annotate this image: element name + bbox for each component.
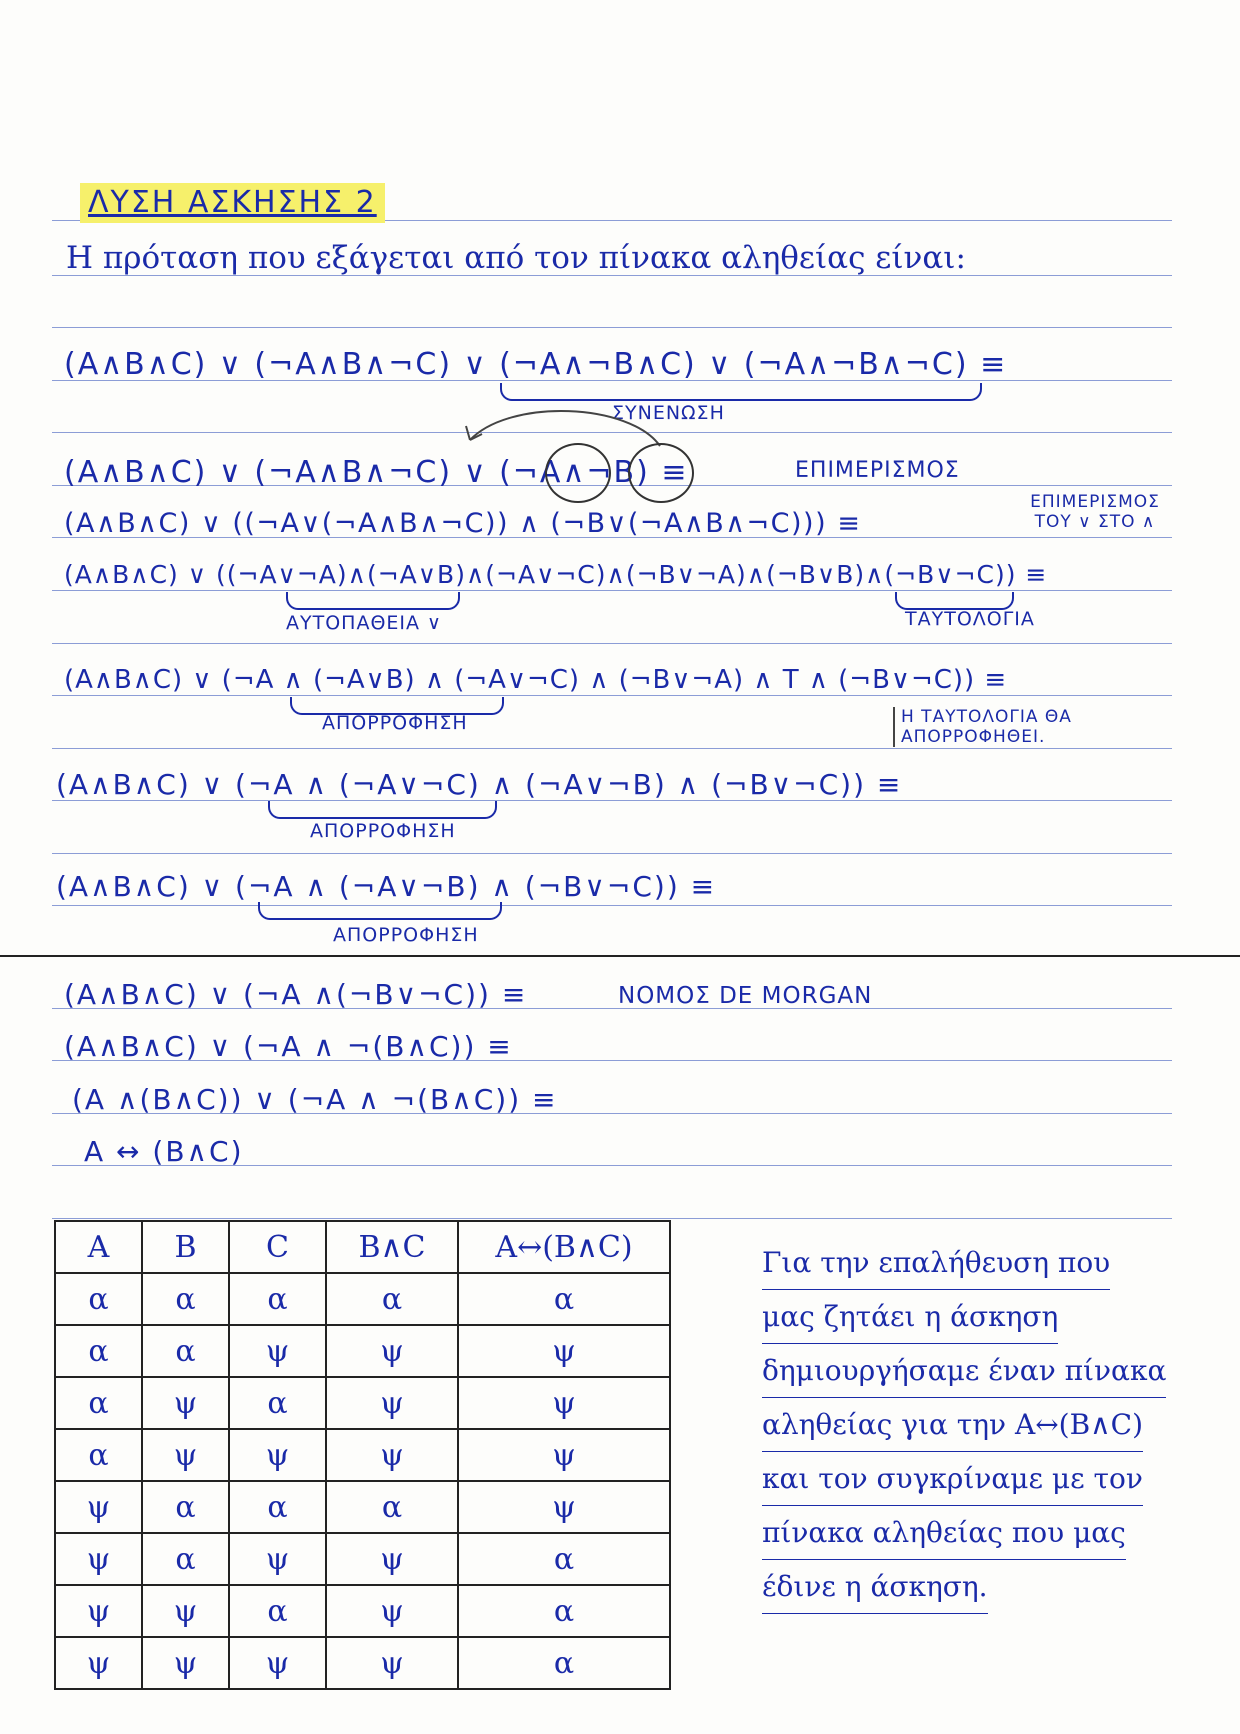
table-cell: α xyxy=(55,1325,142,1377)
table-row xyxy=(55,1637,670,1689)
table-cell: α xyxy=(229,1585,326,1637)
table-cell: α xyxy=(55,1429,142,1481)
ruled-line xyxy=(52,905,1172,906)
table-cell: ψ xyxy=(326,1429,458,1481)
note-line: έδινε η άσκηση. xyxy=(762,1560,988,1614)
step-note: ΑΠΟΡΡΟΦΗΣΗ xyxy=(310,820,456,842)
column-header: Α xyxy=(55,1221,142,1273)
step-expression: (Α∧Β∧C) ∨ (¬Α ∧ (¬Α∨¬C) ∧ (¬Α∨¬Β) ∧ (¬Β∨¬C)) ≡ xyxy=(56,768,903,801)
table-row xyxy=(55,1273,670,1325)
table-cell: α xyxy=(458,1273,670,1325)
brace xyxy=(286,592,460,610)
step-expression: (Α ∧(Β∧C)) ∨ (¬Α ∧ ¬(Β∧C)) ≡ xyxy=(72,1083,558,1116)
column-header: Β∧C xyxy=(326,1221,458,1273)
note-line: δημιουργήσαμε έναν πίνακα xyxy=(762,1344,1166,1398)
table-cell: α xyxy=(458,1533,670,1585)
table-cell: α xyxy=(326,1273,458,1325)
table-row xyxy=(55,1377,670,1429)
step-expression: (Α∧Β∧C) ∨ (¬Α ∧ (¬Α∨¬Β) ∧ (¬Β∨¬C)) ≡ xyxy=(56,870,717,903)
table-cell: ψ xyxy=(142,1585,229,1637)
table-cell: α xyxy=(55,1377,142,1429)
table-cell: ψ xyxy=(458,1429,670,1481)
step-note: ΑΥΤΟΠΑΘΕΙΑ ∨ xyxy=(286,612,442,634)
table-cell: α xyxy=(55,1273,142,1325)
note-line: Για την επαλήθευση που xyxy=(762,1236,1110,1290)
step-note: ΑΠΟΡΡΟΦΗΣΗ xyxy=(322,712,468,734)
table-cell: α xyxy=(142,1481,229,1533)
table-row xyxy=(55,1585,670,1637)
circle-mark xyxy=(545,443,611,503)
table-cell: ψ xyxy=(142,1637,229,1689)
ruled-line xyxy=(52,748,1172,749)
step-note: Η ΤΑΥΤΟΛΟΓΙΑ ΘΑ ΑΠΟΡΡΟΦΗΘΕΙ. xyxy=(893,707,1221,747)
note-line: και τον συγκρίναμε με τον xyxy=(762,1452,1143,1506)
table-cell: ψ xyxy=(326,1533,458,1585)
table-row xyxy=(55,1325,670,1377)
ruled-line xyxy=(52,1218,1172,1219)
table-cell: ψ xyxy=(229,1429,326,1481)
table-cell: ψ xyxy=(55,1481,142,1533)
step-expression: (Α∧Β∧C) ∨ (¬Α∧Β∧¬C) ∨ (¬Α∧¬Β) ≡ xyxy=(64,455,689,490)
brace xyxy=(258,902,502,920)
table-cell: ψ xyxy=(326,1637,458,1689)
step-expression: (Α∧Β∧C) ∨ (¬Α ∧ (¬Α∨Β) ∧ (¬Α∨¬C) ∧ (¬Β∨¬Α) ∧ T ∧ (¬Β∨¬C)) ≡ xyxy=(64,665,1008,695)
ruled-line xyxy=(52,853,1172,854)
table-cell: ψ xyxy=(326,1585,458,1637)
column-header: C xyxy=(229,1221,326,1273)
intro-sentence: Η πρόταση που εξάγεται από τον πίνακα αληθείας είναι: xyxy=(66,240,966,276)
column-header: Α↔(Β∧C) xyxy=(458,1221,670,1273)
step-expression: (Α∧Β∧C) ∨ ((¬Α∨(¬Α∧Β∧¬C)) ∧ (¬Β∨(¬Α∧Β∧¬C))) ≡ xyxy=(64,508,862,539)
step-expression: (Α∧Β∧C) ∨ (¬Α ∧ ¬(Β∧C)) ≡ xyxy=(64,1030,513,1063)
step-expression: (Α∧Β∧C) ∨ ((¬Α∨¬Α)∧(¬Α∨Β)∧(¬Α∨¬C)∧(¬Β∨¬Α)∧(¬Β∨Β)∧(¬Β∨¬C)) ≡ xyxy=(64,560,1048,589)
step-note: ΑΠΟΡΡΟΦΗΣΗ xyxy=(333,924,479,946)
table-cell: ψ xyxy=(458,1325,670,1377)
step-note: ΝΟΜΟΣ DE MORGAN xyxy=(618,983,873,1009)
table-row xyxy=(55,1533,670,1585)
step-note: ΣΥΝΕΝΩΣΗ xyxy=(612,402,725,424)
step-expression: (Α∧Β∧C) ∨ (¬Α∧Β∧¬C) ∨ (¬Α∧¬Β∧C) ∨ (¬Α∧¬Β∧¬C) ≡ xyxy=(64,347,1008,382)
table-cell: ψ xyxy=(458,1377,670,1429)
circle-mark xyxy=(628,443,694,503)
table-cell: ψ xyxy=(458,1481,670,1533)
note-line: αληθείας για την Α↔(Β∧C) xyxy=(762,1398,1143,1452)
table-cell: α xyxy=(229,1377,326,1429)
table-row xyxy=(55,1481,670,1533)
ruled-line xyxy=(52,327,1172,328)
table-cell: α xyxy=(142,1533,229,1585)
final-result: Α ↔ (Β∧C) xyxy=(84,1135,244,1168)
table-cell: ψ xyxy=(326,1377,458,1429)
table-cell: α xyxy=(458,1637,670,1689)
ruled-line xyxy=(52,643,1172,644)
step-note: ΤΑΥΤΟΛΟΓΙΑ xyxy=(905,608,1035,630)
table-cell: α xyxy=(326,1481,458,1533)
table-cell: ψ xyxy=(229,1533,326,1585)
section-divider xyxy=(0,955,1240,957)
step-expression: (Α∧Β∧C) ∨ (¬Α ∧(¬Β∨¬C)) ≡ xyxy=(64,978,528,1011)
table-row xyxy=(55,1429,670,1481)
table-cell: ψ xyxy=(55,1585,142,1637)
table-cell: ψ xyxy=(55,1533,142,1585)
ruled-line xyxy=(52,695,1172,696)
brace xyxy=(268,801,497,819)
step-note: ΕΠΙΜΕΡΙΣΜΟΣ ΤΟΥ ∨ ΣΤΟ ∧ xyxy=(1030,492,1160,532)
page-title: ΛΥΣΗ ΑΣΚΗΣΗΣ 2 xyxy=(80,183,385,223)
truth-table xyxy=(54,1220,671,1690)
table-header-row xyxy=(55,1221,670,1273)
note-line: μας ζητάει η άσκηση xyxy=(762,1290,1058,1344)
column-header: Β xyxy=(142,1221,229,1273)
ruled-line xyxy=(52,590,1172,591)
table-cell: α xyxy=(229,1273,326,1325)
table-cell: α xyxy=(142,1273,229,1325)
table-cell: α xyxy=(458,1585,670,1637)
table-cell: ψ xyxy=(326,1325,458,1377)
table-cell: α xyxy=(229,1481,326,1533)
curved-arrow-icon xyxy=(430,398,670,458)
table-cell: ψ xyxy=(142,1429,229,1481)
step-note: ΕΠΙΜΕΡΙΣΜΟΣ xyxy=(795,458,960,483)
table-cell: ψ xyxy=(142,1377,229,1429)
verification-note xyxy=(762,1236,1202,1614)
note-line: πίνακα αληθείας που μας xyxy=(762,1506,1126,1560)
table-cell: α xyxy=(142,1325,229,1377)
table-cell: ψ xyxy=(55,1637,142,1689)
table-cell: ψ xyxy=(229,1637,326,1689)
table-cell: ψ xyxy=(229,1325,326,1377)
